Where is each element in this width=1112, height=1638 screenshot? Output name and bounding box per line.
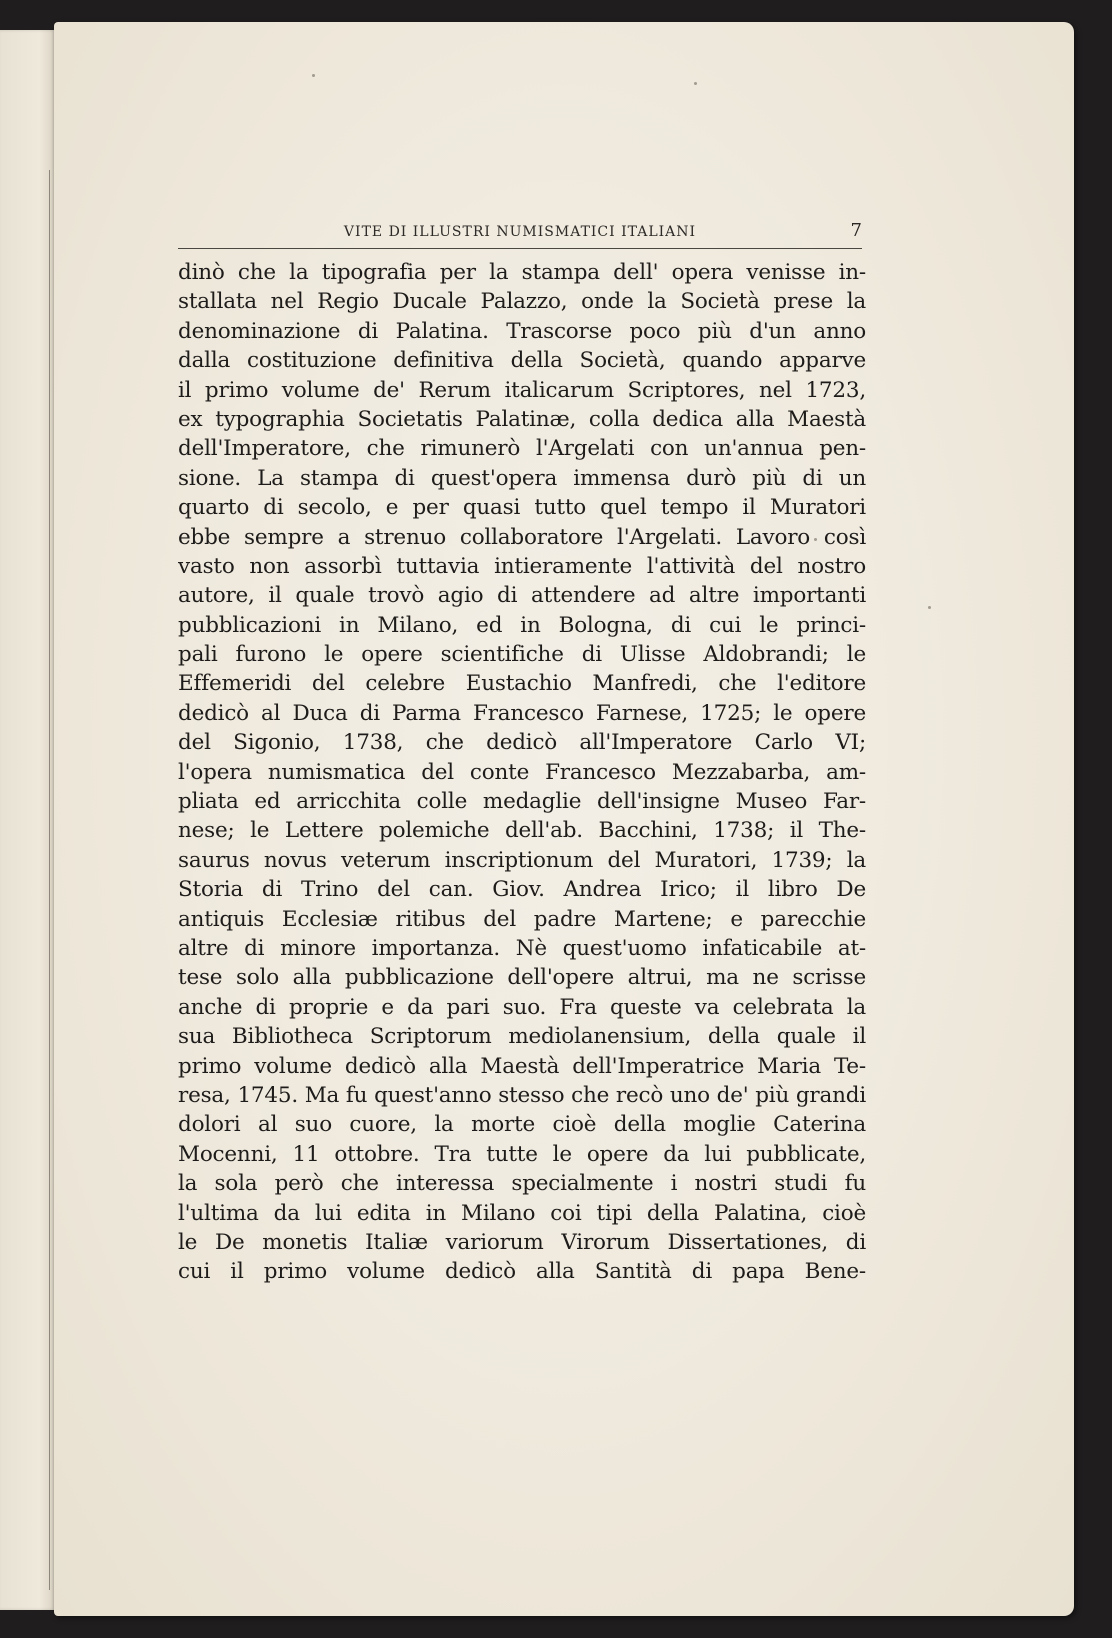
text-line: la sola però che interessa specialmente i nostri studi fu xyxy=(178,1171,866,1197)
gutter-line xyxy=(49,170,50,1590)
facing-page-edge xyxy=(0,30,57,1610)
text-line: altre di minore importanza. Nè quest'uomo infaticabile at- xyxy=(178,935,866,961)
text-line: primo volume dedicò alla Maestà dell'Imperatrice Maria Te- xyxy=(178,1053,866,1079)
paper-speck xyxy=(312,74,315,77)
text-line: Effemeridi del celebre Eustachio Manfredi, che l'editore xyxy=(178,671,866,697)
text-line: tese solo alla pubblicazione dell'opere altrui, ma ne scrisse xyxy=(178,965,866,991)
text-line: denominazione di Palatina. Trascorse poco più d'un anno xyxy=(178,318,866,344)
text-line: antiquis Ecclesiæ ritibus del padre Martene; e parecchie xyxy=(178,906,866,932)
text-line: Storia di Trino del can. Giov. Andrea Irico; il libro De xyxy=(178,877,866,903)
paper-speck xyxy=(928,606,931,609)
text-line: le De monetis Italiæ variorum Virorum Dissertationes, di xyxy=(178,1229,866,1255)
page-number: 7 xyxy=(850,220,862,241)
text-line: anche di proprie e da pari suo. Fra queste va celebrata la xyxy=(178,994,866,1020)
text-line: resa, 1745. Ma fu quest'anno stesso che recò uno de' più grandi xyxy=(178,1082,866,1108)
text-line: dalla costituzione definitiva della Società, quando apparve xyxy=(178,348,866,374)
text-line: pubblicazioni in Milano, ed in Bologna, di cui le princi- xyxy=(178,612,866,638)
text-line: pliata ed arricchita colle medaglie dell'insigne Museo Far- xyxy=(178,789,866,815)
running-title: VITE DI ILLUSTRI NUMISMATICI ITALIANI xyxy=(343,224,697,240)
paper-speck xyxy=(694,82,697,85)
text-line: saurus novus veterum inscriptionum del Muratori, 1739; la xyxy=(178,847,866,873)
book-page xyxy=(54,22,1074,1616)
text-line: dell'Imperatore, che rimunerò l'Argelati con un'annua pen- xyxy=(178,436,866,462)
text-line: sione. La stampa di quest'opera immensa durò più di un xyxy=(178,465,866,491)
text-line: pali furono le opere scientifiche di Ulisse Aldobrandi; le xyxy=(178,642,866,668)
text-line: cui il primo volume dedicò alla Santità di papa Bene- xyxy=(178,1259,866,1285)
text-line: l'ultima da lui edita in Milano coi tipi della Palatina, cioè xyxy=(178,1200,866,1226)
running-header xyxy=(178,218,862,249)
text-line: vasto non assorbì tuttavia intieramente l'attività del nostro xyxy=(178,553,866,579)
text-line: del Sigonio, 1738, che dedicò all'Imperatore Carlo VI; xyxy=(178,730,866,756)
text-line: ebbe sempre a strenuo collaboratore l'Argelati. Lavoro così xyxy=(178,524,866,550)
text-line: l'opera numismatica del conte Francesco Mezzabarba, am- xyxy=(178,759,866,785)
text-line: dinò che la tipografia per la stampa dell' opera venisse in- xyxy=(178,260,866,285)
faint-bleed-through-mark xyxy=(264,131,359,146)
text-line: sua Bibliotheca Scriptorum mediolanensium, della quale il xyxy=(178,1024,866,1050)
text-line: ex typographia Societatis Palatinæ, colla dedica alla Maestà xyxy=(178,406,866,432)
text-line: stallata nel Regio Ducale Palazzo, onde la Società prese la xyxy=(178,289,866,315)
text-line: il primo volume de' Rerum italicarum Scriptores, nel 1723, xyxy=(178,377,866,403)
text-line: Mocenni, 11 ottobre. Tra tutte le opere da lui pubblicate, xyxy=(178,1141,866,1167)
text-line: dolori al suo cuore, la morte cioè della moglie Caterina xyxy=(178,1112,866,1138)
body-text xyxy=(178,258,866,1287)
text-line: quarto di secolo, e per quasi tutto quel tempo il Muratori xyxy=(178,495,866,521)
text-line: dedicò al Duca di Parma Francesco Farnese, 1725; le opere xyxy=(178,700,866,726)
text-line: autore, il quale trovò agio di attendere ad altre importanti xyxy=(178,583,866,609)
text-line: nese; le Lettere polemiche dell'ab. Bacchini, 1738; il The- xyxy=(178,818,866,844)
